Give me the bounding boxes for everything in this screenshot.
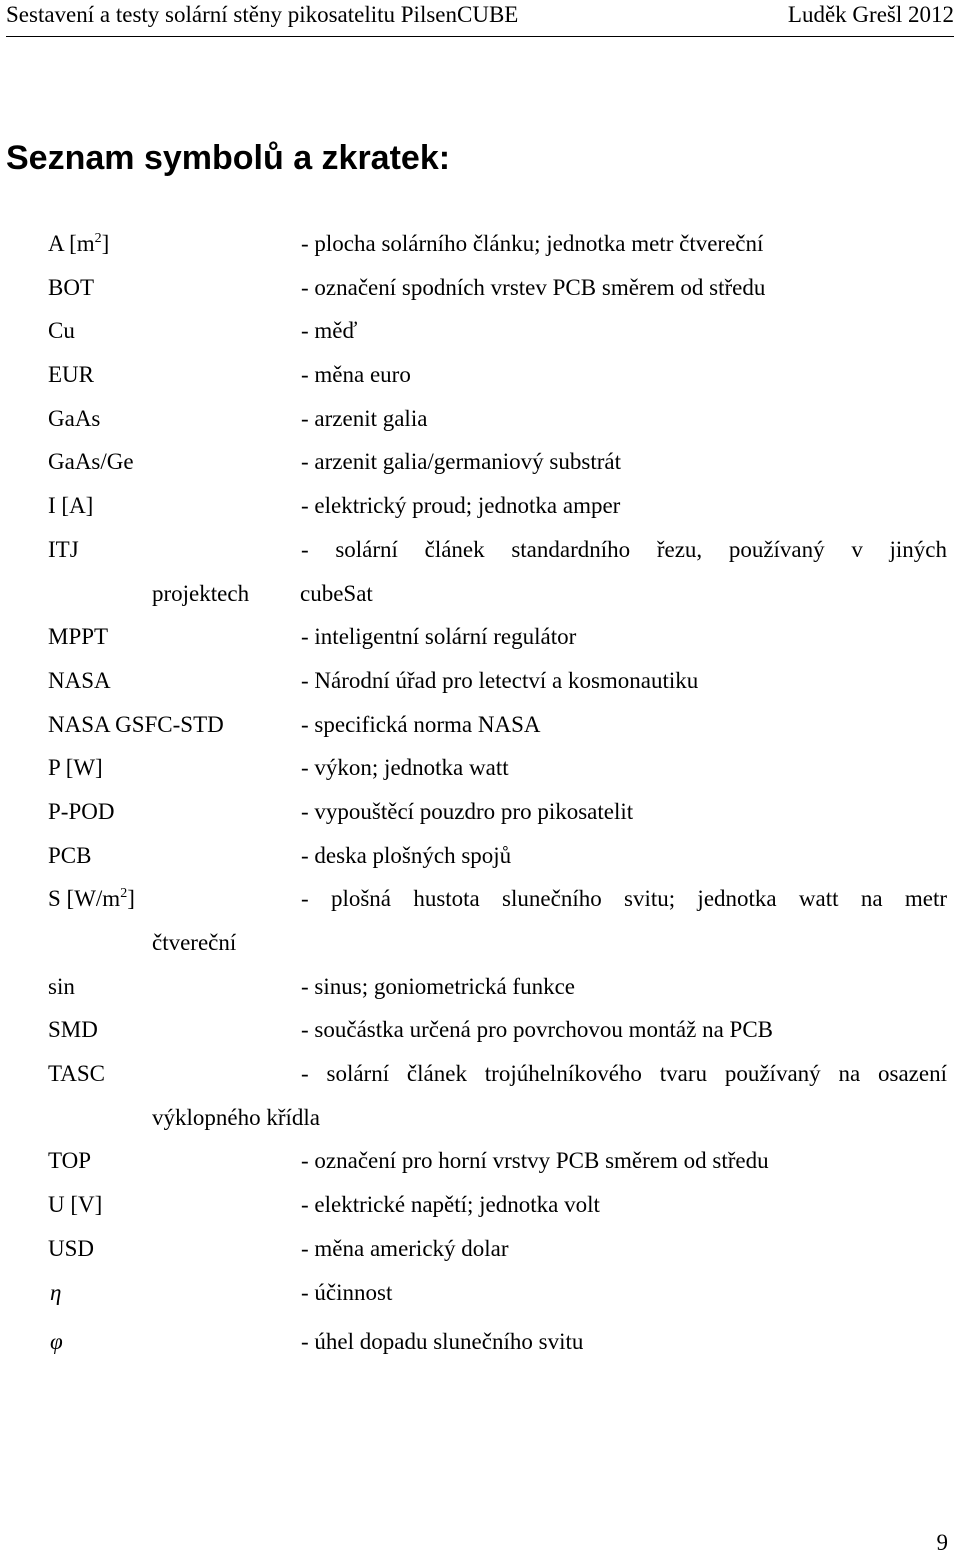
symbol-description: - měď bbox=[301, 318, 358, 344]
symbol-row-sin bbox=[0, 965, 960, 1009]
symbol-term: Cu bbox=[48, 318, 75, 344]
symbol-row-power bbox=[0, 746, 960, 790]
symbol-row-nasa bbox=[0, 659, 960, 703]
symbol-term: NASA GSFC-STD bbox=[48, 711, 224, 737]
symbol-term: TOP bbox=[48, 1148, 92, 1174]
symbol-term: I [A] bbox=[48, 493, 94, 519]
symbol-term: φ bbox=[50, 1328, 63, 1354]
symbol-row-top bbox=[0, 1139, 960, 1183]
symbol-row-tasc bbox=[0, 1052, 960, 1096]
symbol-row-irradiance-continued bbox=[0, 921, 960, 965]
header-author-year: Luděk Grešl 2012 bbox=[787, 2, 954, 27]
symbol-term: USD bbox=[48, 1235, 95, 1261]
symbol-term: EUR bbox=[48, 362, 94, 388]
symbol-description: - vypouštěcí pouzdro pro pikosatelit bbox=[301, 798, 634, 824]
symbol-description: - solární článek standardního řezu, používaný v jiných bbox=[301, 536, 947, 562]
symbol-description: - plošná hustota slunečního svitu; jednotka watt na metr bbox=[301, 886, 947, 912]
symbol-row-efficiency bbox=[0, 1271, 960, 1320]
symbol-description: - specifická norma NASA bbox=[301, 711, 541, 737]
symbol-term: sin bbox=[48, 973, 75, 999]
symbol-description: - deska plošných spojů bbox=[301, 842, 512, 868]
symbol-row-gaasge bbox=[0, 440, 960, 484]
symbol-term: GaAs/Ge bbox=[48, 449, 134, 475]
page-header bbox=[6, 0, 954, 37]
symbol-row-p-pod bbox=[0, 790, 960, 834]
symbol-term: BOT bbox=[48, 274, 94, 300]
symbol-row-usd bbox=[0, 1227, 960, 1271]
symbol-row-mppt bbox=[0, 615, 960, 659]
symbol-description: - plocha solárního článku; jednotka metr čtvereční bbox=[301, 231, 764, 256]
symbol-row-irradiance bbox=[0, 877, 960, 921]
symbol-row-eur bbox=[0, 353, 960, 397]
symbol-list bbox=[0, 222, 960, 1369]
symbol-term: TASC bbox=[48, 1061, 105, 1087]
symbol-description: - Národní úřad pro letectví a kosmonautiku bbox=[301, 667, 699, 693]
symbol-term: ITJ bbox=[48, 536, 79, 562]
symbol-description-continuation: čtvereční bbox=[152, 930, 237, 955]
page-title: Seznam symbolů a zkratek: bbox=[6, 139, 451, 177]
symbol-description: - arzenit galia bbox=[301, 405, 428, 431]
symbol-description: - účinnost bbox=[301, 1279, 393, 1305]
symbol-row-smd bbox=[0, 1008, 960, 1052]
symbol-row-itj bbox=[0, 528, 960, 572]
symbol-description: - solární článek trojúhelníkového tvaru používaný na osazení bbox=[301, 1061, 947, 1087]
symbol-description-continuation: cubeSat bbox=[300, 580, 373, 606]
symbol-row-bot bbox=[0, 266, 960, 310]
symbol-description: - elektrické napětí; jednotka volt bbox=[301, 1192, 600, 1218]
symbol-description: - arzenit galia/germaniový substrát bbox=[301, 449, 621, 475]
symbol-description: - sinus; goniometrická funkce bbox=[301, 973, 576, 999]
symbol-term: SMD bbox=[48, 1017, 98, 1043]
symbol-description: - úhel dopadu slunečního svitu bbox=[301, 1328, 584, 1354]
symbol-term: GaAs bbox=[48, 405, 101, 431]
symbol-description: - výkon; jednotka watt bbox=[301, 755, 509, 781]
page-number: 9 bbox=[936, 1530, 948, 1555]
symbol-description: - měna euro bbox=[301, 362, 411, 388]
symbol-row-current bbox=[0, 484, 960, 528]
symbol-row-tasc-continued bbox=[0, 1096, 960, 1140]
symbol-description: - součástka určená pro povrchovou montáž na PCB bbox=[301, 1017, 774, 1043]
symbol-row-itj-continued bbox=[0, 572, 960, 616]
symbol-row-incidence-angle bbox=[0, 1320, 960, 1369]
symbol-description: - měna americký dolar bbox=[301, 1235, 509, 1261]
symbol-row-area bbox=[0, 222, 960, 266]
symbol-term: A $[m^2]$ bbox=[48, 231, 110, 256]
symbol-description: - inteligentní solární regulátor bbox=[301, 624, 577, 650]
symbol-term: U [V] bbox=[48, 1192, 103, 1218]
header-document-title: Sestavení a testy solární stěny pikosatelitu PilsenCUBE bbox=[6, 2, 519, 27]
symbol-description: - označení pro horní vrstvy PCB směrem od středu bbox=[301, 1148, 769, 1174]
symbol-row-cu bbox=[0, 309, 960, 353]
symbol-row-gaas bbox=[0, 397, 960, 441]
symbol-term: P [W] bbox=[48, 755, 103, 781]
symbol-term: P-POD bbox=[48, 798, 115, 824]
symbol-description: - elektrický proud; jednotka amper bbox=[301, 493, 621, 519]
symbol-term: PCB bbox=[48, 842, 92, 868]
symbol-description-continuation: projektech bbox=[152, 580, 250, 606]
symbol-row-voltage bbox=[0, 1183, 960, 1227]
symbol-term: η bbox=[50, 1279, 62, 1305]
symbol-row-pcb bbox=[0, 834, 960, 878]
symbol-term: S $[W/m^2]$ bbox=[48, 886, 135, 912]
symbol-term: MPPT bbox=[48, 624, 109, 650]
symbol-row-nasa-gsfc-std bbox=[0, 703, 960, 747]
symbol-description-continuation: výklopného křídla bbox=[152, 1104, 320, 1130]
symbol-description: - označení spodních vrstev PCB směrem od středu bbox=[301, 274, 766, 300]
symbol-term: NASA bbox=[48, 667, 111, 693]
